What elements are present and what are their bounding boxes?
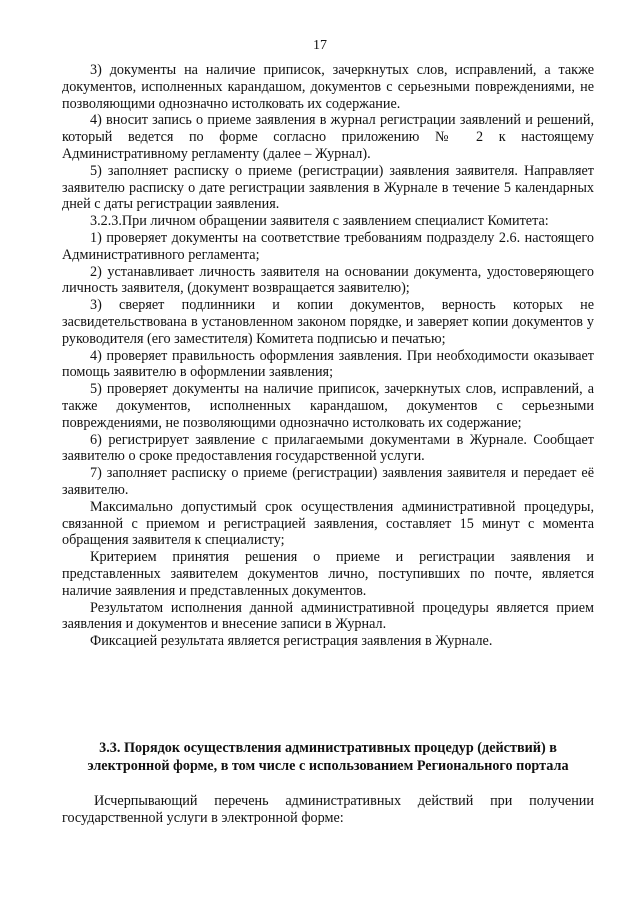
paragraph: 1) проверяет документы на соответствие требованиям подразделу 2.6. настоящего Административного регламента; [62, 229, 594, 263]
paragraph: 7) заполняет расписку о приеме (регистрации) заявления заявителя и передает её заявителю. [62, 465, 594, 498]
tail-text [62, 793, 594, 827]
paragraph: 3) сверяет подлинники и копии документов, верность которых не засвидетельствована в установленном законом порядке, и заверяет копии документов у руководителя (его заместителя) Комитета подписью и печатью; [62, 297, 594, 347]
page-number: 17 [313, 38, 327, 53]
body-text [62, 62, 594, 650]
paragraph: 4) вносит запись о приеме заявления в журнал регистрации заявлений и решений, который ведется по форме согласно приложению № 2 к настоящему Административному регламенту (далее – Журнал). [62, 112, 594, 162]
paragraph: Исчерпывающий перечень административных действий при получении государственной услуги в электронной форме: [62, 793, 594, 826]
paragraph: 5) проверяет документы на наличие приписок, зачеркнутых слов, исправлений, а также документов, исполненных карандашом, документов с серьезными повреждениями, не позволяющими однозначно истолковать их содержание; [62, 381, 594, 431]
paragraph: Критерием принятия решения о приеме и регистрации заявления и представленных заявителем документов лично, поступивших по почте, является наличие заявления и представленных документов. [62, 549, 594, 599]
paragraph: 6) регистрирует заявление с прилагаемыми документами в Журнале. Сообщает заявителю о сроке предоставления государственной услуги. [62, 431, 594, 465]
paragraph: Максимально допустимый срок осуществления административной процедуры, связанной с приемом и регистрацией заявления, составляет 15 минут с момента обращения заявителя к специалисту; [62, 498, 594, 549]
section-heading: 3.3. Порядок осуществления административных процедур (действий) в электронной форме, в том числе с использованием Регионального портала [87, 740, 569, 774]
paragraph: 2) устанавливает личность заявителя на основании документа, удостоверяющего личность заявителя, (документ возвращается заявителю); [62, 263, 594, 297]
paragraph: 3) документы на наличие приписок, зачеркнутых слов, исправлений, а также документов, исполненных карандашом, документов с серьезными повреждениями, не позволяющими однозначно истолковать их содержание. [62, 62, 594, 112]
paragraph: 5) заполняет расписку о приеме (регистрации) заявления заявителя. Направляет заявителю расписку о дате регистрации заявления в Журнале в течение 5 календарных дней с даты регистрации заявления. [62, 162, 594, 213]
paragraph: 3.2.3.При личном обращении заявителя с заявлением специалист Комитета: [90, 213, 549, 230]
paragraph: Результатом исполнения данной административной процедуры является прием заявления и документов и внесение записи в Журнал. [62, 599, 594, 633]
paragraph: Фиксацией результата является регистрация заявления в Журнале. [90, 633, 493, 650]
paragraph: 4) проверяет правильность оформления заявления. При необходимости оказывает помощь заявителю в оформлении заявления; [62, 347, 594, 381]
